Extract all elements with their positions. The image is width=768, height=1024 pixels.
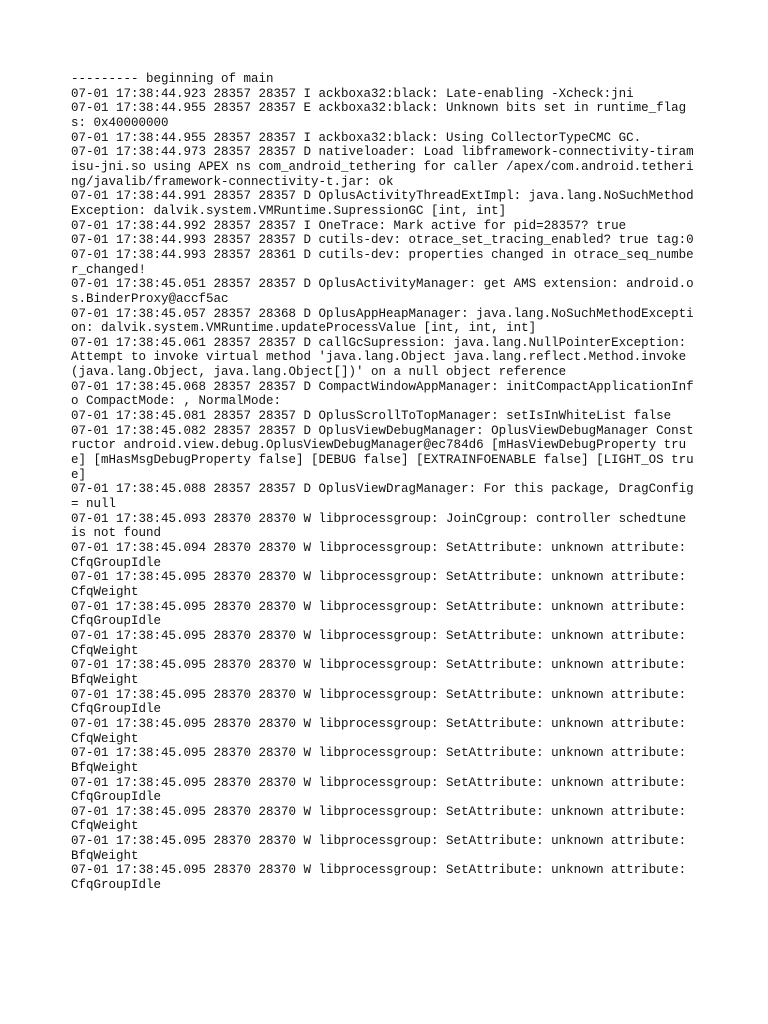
log-line: 07-01 17:38:45.095 28370 28370 W libprocessgroup: SetAttribute: unknown attribute: CfqWeight: [71, 628, 694, 658]
log-line: 07-01 17:38:45.095 28370 28370 W libprocessgroup: SetAttribute: unknown attribute: CfqGroupIdle: [71, 687, 694, 717]
log-header: --------- beginning of main: [71, 72, 274, 86]
log-line: 07-01 17:38:45.094 28370 28370 W libprocessgroup: SetAttribute: unknown attribute: CfqGroupIdle: [71, 541, 694, 570]
log-line: 07-01 17:38:45.093 28370 28370 W libprocessgroup: JoinCgroup: controller schedtune is not found: [71, 511, 694, 541]
log-line: 07-01 17:38:45.095 28370 28370 W libprocessgroup: SetAttribute: unknown attribute: BfqWeight: [71, 658, 694, 687]
log-line: 07-01 17:38:44.993 28357 28357 D cutils-dev: otrace_set_tracing_enabled? true tag:0: [71, 233, 694, 248]
log-line: 07-01 17:38:44.955 28357 28357 I ackboxa32:black: Using CollectorTypeCMC GC.: [71, 130, 642, 145]
log-line: 07-01 17:38:45.095 28370 28370 W libprocessgroup: SetAttribute: unknown attribute: CfqGroupIdle: [71, 599, 694, 629]
log-line: 07-01 17:38:45.061 28357 28357 D callGcSupression: java.lang.NullPointerException: Attempt to invoke virtual method 'java.lang.Object java.lang.reflect.Method.invoke(java.lang.Object, java.lang.Object[])' on a null object reference: [71, 335, 694, 380]
log-line: 07-01 17:38:45.095 28370 28370 W libprocessgroup: SetAttribute: unknown attribute: CfqGroupIdle: [71, 863, 694, 893]
log-line: 07-01 17:38:44.991 28357 28357 D OplusActivityThreadExtImpl: java.lang.NoSuchMethodException: dalvik.system.VMRuntime.SupressionGC [int, int]: [71, 189, 694, 218]
log-line: 07-01 17:38:45.051 28357 28357 D OplusActivityManager: get AMS extension: android.os.BinderProxy@accf5ac: [71, 277, 694, 306]
log-line: 07-01 17:38:45.068 28357 28357 D CompactWindowAppManager: initCompactApplicationInfo CompactMode: , NormalMode:: [71, 379, 694, 409]
log-line: 07-01 17:38:44.993 28357 28361 D cutils-dev: properties changed in otrace_seq_number_changed!: [71, 247, 694, 277]
log-line: 07-01 17:38:45.088 28357 28357 D OplusViewDragManager: For this package, DragConfig = null: [71, 482, 701, 512]
log-line: 07-01 17:38:45.095 28370 28370 W libprocessgroup: SetAttribute: unknown attribute: BfqWeight: [71, 834, 694, 863]
log-line: 07-01 17:38:45.082 28357 28357 D OplusViewDebugManager: OplusViewDebugManager Constructor android.view.debug.OplusViewDebugManager@ec784d6 [mHasViewDebugProperty true] [mHasMsgDebugProperty false] [DEBUG false] [EXTRAINFOENABLE false] [LIGHT_OS true]: [71, 423, 694, 482]
log-line: 07-01 17:38:44.992 28357 28357 I OneTrace: Mark active for pid=28357? true: [71, 218, 627, 233]
log-line: 07-01 17:38:44.955 28357 28357 E ackboxa32:black: Unknown bits set in runtime_flags: 0x40000000: [71, 101, 687, 130]
log-line: 07-01 17:38:45.057 28357 28368 D OplusAppHeapManager: java.lang.NoSuchMethodException: dalvik.system.VMRuntime.updateProcessValue [int, int, int]: [71, 306, 694, 336]
log-line: 07-01 17:38:44.973 28357 28357 D nativeloader: Load libframework-connectivity-tiramisu-jni.so using APEX ns com_android_tethering for caller /apex/com.android.tethering/javalib/framework-connectivity-t.jar: ok: [71, 145, 694, 189]
log-line: 07-01 17:38:45.095 28370 28370 W libprocessgroup: SetAttribute: unknown attribute: CfqWeight: [71, 804, 694, 834]
log-page: [71, 72, 701, 972]
log-line: 07-01 17:38:44.923 28357 28357 I ackboxa32:black: Late-enabling -Xcheck:jni: [71, 86, 634, 101]
log-line: 07-01 17:38:45.081 28357 28357 D OplusScrollToTopManager: setIsInWhiteList false: [71, 409, 672, 424]
log-line: 07-01 17:38:45.095 28370 28370 W libprocessgroup: SetAttribute: unknown attribute: BfqWeight: [71, 746, 694, 775]
log-line: 07-01 17:38:45.095 28370 28370 W libprocessgroup: SetAttribute: unknown attribute: CfqWeight: [71, 570, 694, 599]
log-line: 07-01 17:38:45.095 28370 28370 W libprocessgroup: SetAttribute: unknown attribute: CfqWeight: [71, 716, 694, 746]
log-output: [71, 72, 701, 893]
log-line: 07-01 17:38:45.095 28370 28370 W libprocessgroup: SetAttribute: unknown attribute: CfqGroupIdle: [71, 775, 694, 805]
